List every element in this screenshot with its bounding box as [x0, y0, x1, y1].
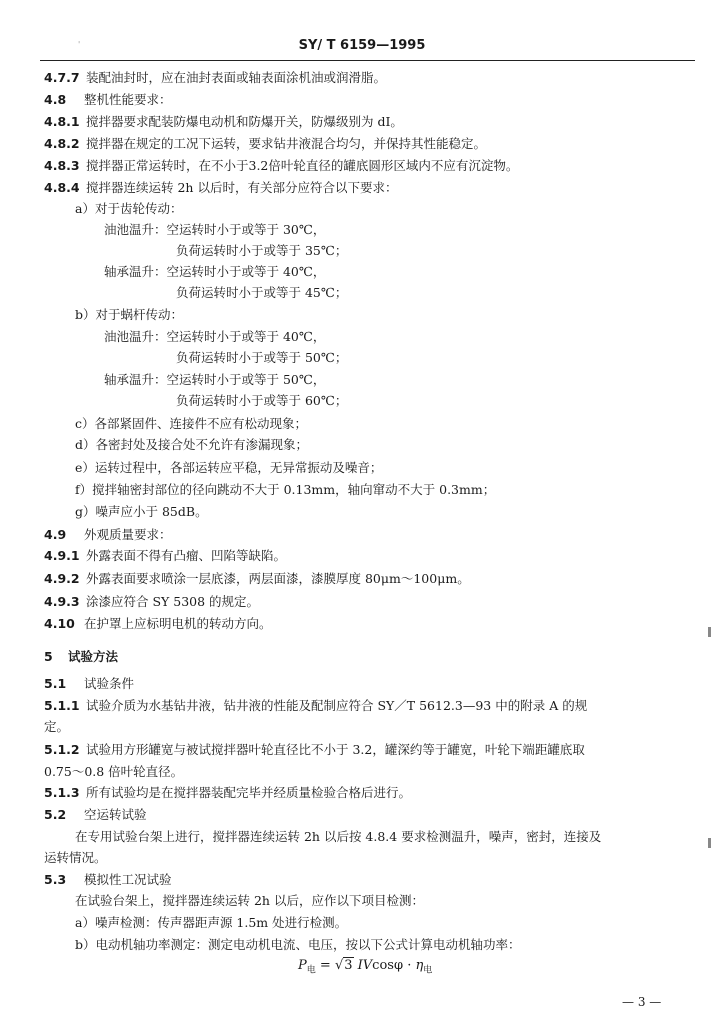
- text-line: [44, 616, 272, 632]
- clause-number: 5.1.1: [44, 698, 80, 713]
- clause-text: 试验条件: [84, 676, 135, 691]
- text-line: [75, 201, 182, 217]
- text-line: [75, 416, 307, 432]
- formula-lhs-sub: 电: [306, 965, 316, 976]
- text-line: [75, 829, 601, 845]
- clause-text: 所有试验均是在搅拌器装配完毕并经质量检验合格后进行。: [86, 785, 412, 800]
- clause-number: 4.10: [44, 616, 75, 631]
- formula-eq: =: [315, 958, 335, 973]
- clause-text: 负荷运转时小于或等于 35℃；: [176, 243, 348, 258]
- text-line: [44, 807, 147, 823]
- text-line: [44, 180, 397, 196]
- clause-number: 5.2: [44, 807, 67, 822]
- text-line: [44, 571, 470, 587]
- clause-text: f）搅拌轴密封部位的径向跳动不大于 0.13mm，轴向窜动不大于 0.3mm；: [75, 482, 496, 497]
- clause-text: 运转情况。: [44, 850, 107, 865]
- clause-text: 在护罩上应标明电机的转动方向。: [84, 616, 272, 631]
- clause-text: 外露表面要求喷涂一层底漆，两层面漆，漆膜厚度 80μm～100μm。: [86, 571, 470, 586]
- clause-number: 4.9.2: [44, 571, 80, 586]
- clause-text: 负荷运转时小于或等于 50℃；: [176, 350, 348, 365]
- text-line: [75, 937, 521, 953]
- text-line: [44, 92, 172, 108]
- text-line: [44, 719, 69, 735]
- clause-text: 试验介质为水基钻井液，钻井液的性能及配制应符合 SY／T 5612.3—93 中的附录 A 的规: [86, 698, 588, 713]
- formula-eta: η: [415, 958, 424, 973]
- text-line: [176, 285, 347, 301]
- clause-text: 0.75～0.8 倍叶轮直径。: [44, 764, 184, 779]
- clause-text: 在试验台架上，搅拌器连续运转 2h 以后，应作以下项目检测：: [75, 893, 424, 908]
- text-line: [75, 915, 347, 931]
- power-formula: [298, 958, 432, 976]
- clause-text: 装配油封时，应在油封表面或轴表面涂机油或润滑脂。: [86, 70, 387, 85]
- text-line: [44, 698, 587, 714]
- text-line: [44, 764, 183, 780]
- clause-text: 试验方法: [68, 649, 119, 664]
- clause-number: 4.9.1: [44, 548, 80, 563]
- text-line: [44, 649, 118, 665]
- clause-text: b）对于蜗杆传动：: [75, 307, 184, 322]
- clause-text: 轴承温升：空运转时小于或等于 40℃，: [104, 264, 326, 279]
- clause-number: 5.1.3: [44, 785, 80, 800]
- page-number: — 3 —: [622, 995, 662, 1009]
- text-line: [104, 264, 325, 280]
- text-line: [176, 350, 347, 366]
- clause-number: 4.8.1: [44, 114, 80, 129]
- clause-text: b）电动机轴功率测定：测定电动机电流、电压，按以下公式计算电动机轴功率：: [75, 937, 521, 952]
- clause-text: 搅拌器在规定的工况下运转，要求钻井液混合均匀，并保持其性能稳定。: [86, 136, 487, 151]
- text-line: [44, 594, 259, 610]
- text-line: [44, 872, 172, 888]
- clause-text: 搅拌器正常运转时，在不小于3.2倍叶轮直径的罐底圆形区域内不应有沉淀物。: [86, 158, 519, 173]
- clause-text: 搅拌器要求配装防爆电动机和防爆开关，防爆级别为 dⅠ。: [86, 114, 403, 129]
- text-line: [44, 158, 518, 174]
- clause-text: a）对于齿轮传动：: [75, 201, 183, 216]
- text-line: [104, 222, 325, 238]
- clause-number: 5.1.2: [44, 742, 80, 757]
- sqrt-sign: √: [334, 958, 344, 973]
- text-line: [75, 437, 308, 453]
- text-line: [104, 372, 325, 388]
- clause-text: 油池温升：空运转时小于或等于 40℃，: [104, 329, 326, 344]
- scan-mark: [708, 627, 711, 637]
- page-header: SY/ T 6159—1995: [298, 38, 426, 53]
- scan-mark: ': [78, 40, 81, 49]
- text-line: [75, 307, 183, 323]
- text-line: [44, 850, 107, 866]
- text-line: [176, 393, 347, 409]
- clause-number: 4.8.4: [44, 180, 80, 195]
- clause-text: 外观质量要求：: [84, 527, 172, 542]
- text-line: [44, 785, 411, 801]
- clause-text: 试验用方形罐宽与被试搅拌器叶轮直径比不小于 3.2，罐深约等于罐宽，叶轮下端距罐底取: [86, 742, 585, 757]
- clause-number: 4.8.3: [44, 158, 80, 173]
- text-line: [176, 243, 347, 259]
- clause-text: 轴承温升：空运转时小于或等于 50℃，: [104, 372, 326, 387]
- text-line: [44, 136, 486, 152]
- clause-text: 在专用试验台架上进行，搅拌器连续运转 2h 以后按 4.8.4 要求检测温升，噪声，密封，连接及: [75, 829, 602, 844]
- text-line: [44, 742, 585, 758]
- scan-mark: [708, 838, 711, 848]
- clause-number: 4.7.7: [44, 70, 80, 85]
- text-line: [44, 114, 403, 130]
- text-line: [75, 482, 495, 498]
- clause-text: 搅拌器连续运转 2h 以后时，有关部分应符合以下要求：: [86, 180, 398, 195]
- text-line: [104, 329, 325, 345]
- text-line: [75, 893, 424, 909]
- formula-lhs: P: [298, 958, 307, 973]
- text-line: [44, 70, 386, 86]
- clause-text: 外露表面不得有凸瘤、凹陷等缺陷。: [86, 548, 287, 563]
- clause-number: 5.1: [44, 676, 67, 691]
- text-line: [75, 504, 208, 520]
- clause-text: e）运转过程中，各部运转应平稳，无异常振动及噪音；: [75, 460, 383, 475]
- header-rule: [40, 60, 695, 61]
- clause-text: 模拟性工况试验: [84, 872, 172, 887]
- clause-text: 负荷运转时小于或等于 60℃；: [176, 393, 348, 408]
- formula-cos: cosφ: [372, 958, 404, 973]
- text-line: [44, 527, 172, 543]
- clause-text: 涂漆应符合 SY 5308 的规定。: [86, 594, 260, 609]
- clause-number: 5.3: [44, 872, 67, 887]
- text-line: [75, 460, 382, 476]
- text-line: [44, 676, 134, 692]
- clause-text: 定。: [44, 719, 70, 734]
- clause-text: g）噪声应小于 85dB。: [75, 504, 208, 519]
- clause-number: 4.9: [44, 527, 67, 542]
- sqrt-arg: 3: [344, 958, 353, 973]
- clause-text: 负荷运转时小于或等于 45℃；: [176, 285, 348, 300]
- clause-text: 油池温升：空运转时小于或等于 30℃，: [104, 222, 326, 237]
- clause-number: 4.8.2: [44, 136, 80, 151]
- formula-iv: IV: [353, 958, 373, 973]
- clause-number: 4.9.3: [44, 594, 80, 609]
- text-line: [44, 548, 286, 564]
- formula-eta-sub: 电: [423, 965, 433, 976]
- clause-text: 空运转试验: [84, 807, 147, 822]
- clause-number: 4.8: [44, 92, 67, 107]
- formula-dot: ·: [403, 958, 416, 973]
- clause-text: c）各部紧固件、连接件不应有松动现象；: [75, 416, 308, 431]
- clause-text: 整机性能要求：: [84, 92, 172, 107]
- clause-text: a）噪声检测：传声器距声源 1.5m 处进行检测。: [75, 915, 348, 930]
- clause-text: d）各密封处及接合处不允许有渗漏现象；: [75, 437, 309, 452]
- clause-number: 5: [44, 649, 53, 664]
